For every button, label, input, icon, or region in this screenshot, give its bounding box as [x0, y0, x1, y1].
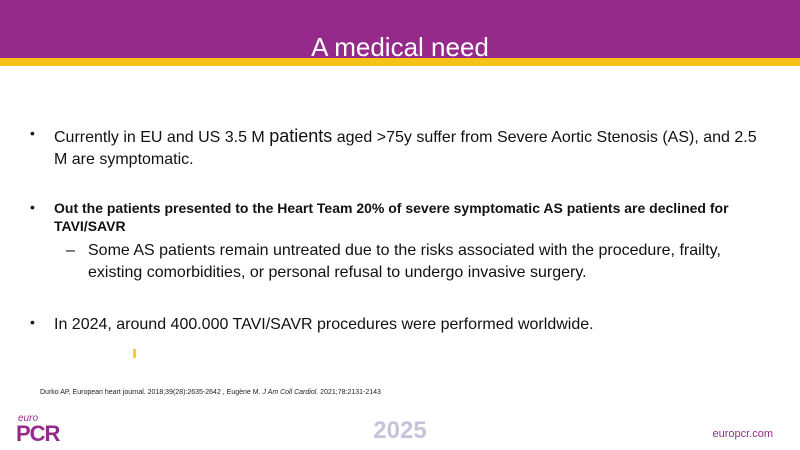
- text-cursor-mark: [133, 349, 136, 358]
- reference-citation: [40, 388, 381, 397]
- bullet-text-part: Currently in EU and US 3.5 M: [54, 129, 270, 146]
- footer-website: europcr.com: [712, 428, 773, 440]
- footer-year: 2025: [373, 417, 427, 444]
- bullet-dot: •: [30, 314, 35, 330]
- sub-bullet-dash: –: [66, 242, 75, 259]
- reference-journal: J Am Coll Cardiol.: [262, 389, 319, 396]
- bullet-text-part: aged >75y suffer from Severe Aortic Stenosis (AS), and 2.5 M are symptomatic.: [54, 129, 757, 168]
- bullet-text-emphasis: patients: [269, 126, 333, 146]
- bullet-dot: •: [30, 199, 35, 215]
- bullet-text: [54, 125, 774, 171]
- logo-euro-text: euro: [18, 413, 39, 424]
- sub-bullet-text: Some AS patients remain untreated due to the risks associated with the procedure, frailty, existing comorbidities, or personal refusal to undergo invasive surgery.: [88, 242, 721, 281]
- reference-part: Durko AP, European heart journal. 2018;39(28):2635-2642 , Eugène M.: [40, 389, 263, 396]
- reference-part: 2021;78:2131-2143: [318, 389, 381, 396]
- slide-title: A medical need: [311, 32, 489, 63]
- bullet-text: In 2024, around 400.000 TAVI/SAVR procedures were performed worldwide.: [54, 316, 594, 333]
- logo-pcr-text: PCR: [16, 421, 60, 446]
- bullet-text: Out the patients presented to the Heart Team 20% of severe symptomatic AS patients are declined for TAVI/SAVR: [54, 200, 729, 234]
- bullet-dot: •: [30, 125, 35, 141]
